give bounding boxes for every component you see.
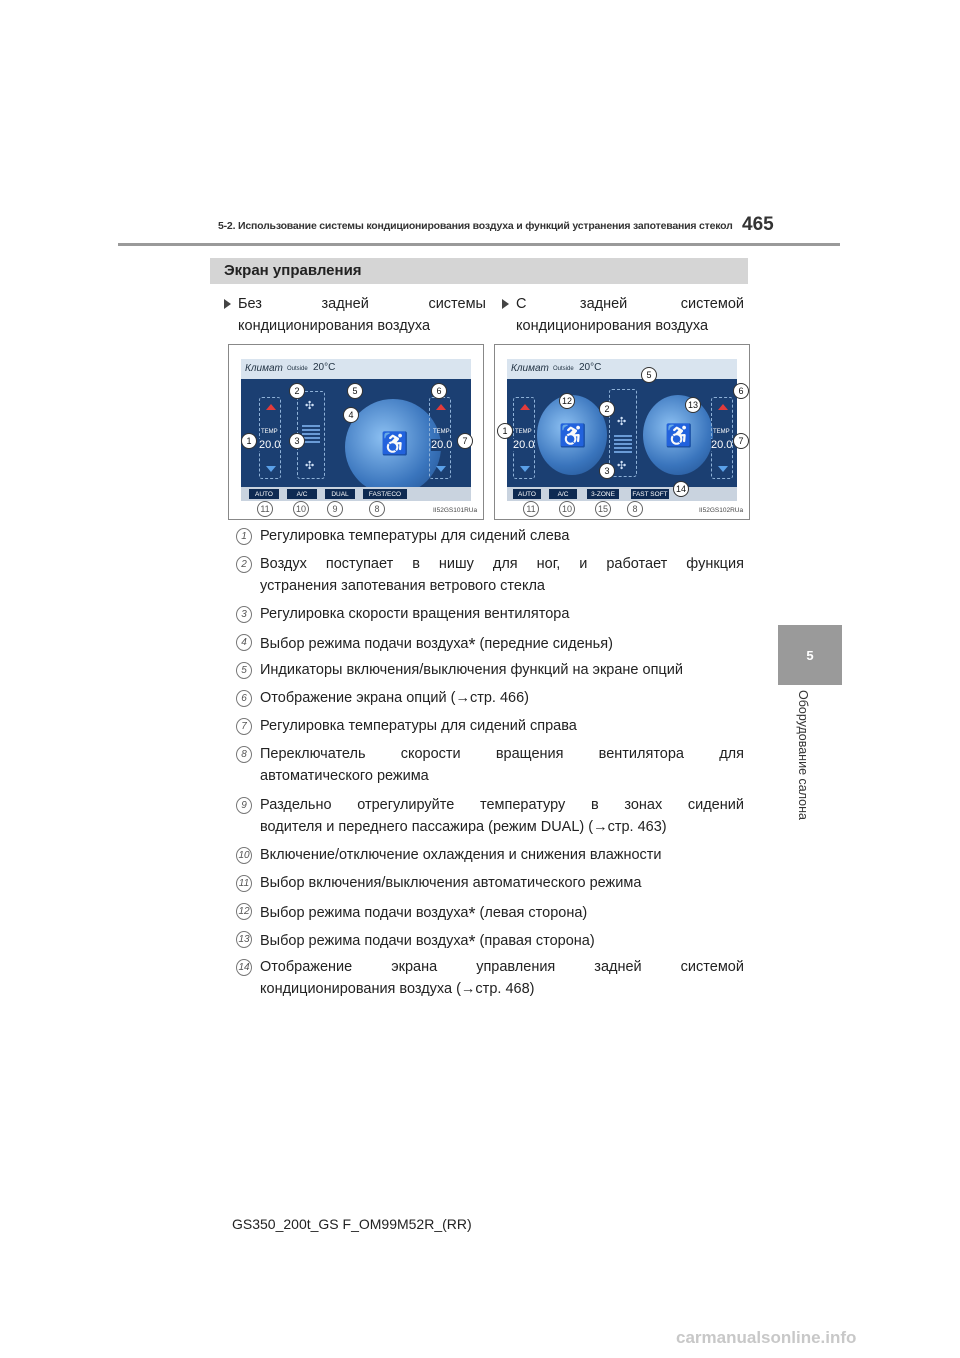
callout-10: 10 bbox=[559, 501, 575, 517]
cond-word: задней bbox=[321, 296, 369, 312]
outside-temp: 20°C bbox=[579, 362, 602, 373]
fan-icon: ✣ bbox=[305, 400, 315, 412]
seat-icon: ♿ bbox=[665, 423, 693, 448]
item-10: Включение/отключение охлаждения и снижения влажности bbox=[260, 847, 662, 863]
word: ног, bbox=[536, 556, 561, 572]
document-code: GS350_200t_GS F_OM99M52R_(RR) bbox=[232, 1216, 472, 1232]
screen-header bbox=[241, 359, 471, 379]
temp-down-icon bbox=[436, 466, 446, 472]
image-code: II52GS102RUa bbox=[699, 507, 744, 514]
asterisk: * bbox=[468, 932, 476, 952]
outside-temp: 20°C bbox=[313, 362, 336, 373]
word: для bbox=[719, 746, 744, 762]
temp-right-value: 20.0 bbox=[711, 439, 733, 451]
word: отрегулируйте bbox=[357, 797, 455, 813]
ac-button: A/C bbox=[287, 489, 317, 499]
word: поступает bbox=[325, 556, 394, 572]
temp-up-icon bbox=[520, 404, 530, 410]
item-number: 12 bbox=[236, 903, 252, 920]
callout-5: 5 bbox=[347, 383, 363, 399]
three-zone-button: 3-ZONE bbox=[587, 489, 619, 499]
item-14 bbox=[260, 956, 744, 1000]
seat-icon: ♿ bbox=[559, 423, 587, 448]
item-number: 1 bbox=[236, 528, 252, 545]
word: зонах bbox=[624, 797, 663, 813]
fan-icon: ✣ bbox=[617, 460, 627, 472]
fan-icon: ✣ bbox=[617, 416, 627, 428]
word: в bbox=[590, 797, 599, 813]
ac-button: A/C bbox=[549, 489, 577, 499]
screen-header bbox=[507, 359, 737, 379]
screen-title: Климат bbox=[245, 363, 283, 374]
line: водителя и переднего пассажира (режим DUAL) (→стр. 463) bbox=[260, 819, 667, 835]
page-number: 465 bbox=[742, 214, 774, 235]
seat-icon: ♿ bbox=[381, 431, 409, 456]
temp-down-icon bbox=[266, 466, 276, 472]
screenshot-left bbox=[228, 344, 484, 520]
word: Воздух bbox=[260, 556, 307, 572]
section-title: Экран управления bbox=[224, 262, 362, 279]
climate-screen bbox=[241, 359, 471, 501]
item-12 bbox=[260, 900, 744, 924]
callout-12: 12 bbox=[559, 393, 575, 409]
fast-soft-button: FAST SOFT bbox=[632, 490, 668, 498]
callout-15: 15 bbox=[595, 501, 611, 517]
cond-line: кондиционирования воздуха bbox=[516, 318, 709, 334]
item-7: Регулировка температуры для сидений справа bbox=[260, 718, 577, 734]
dual-button: DUAL bbox=[325, 489, 355, 499]
cond-line: кондиционирования воздуха bbox=[238, 318, 431, 334]
word: температуру bbox=[480, 797, 566, 813]
text: Выбор режима подачи воздуха bbox=[260, 905, 469, 921]
condition-right bbox=[516, 293, 744, 337]
screen-title: Климат bbox=[511, 363, 549, 374]
item-13 bbox=[260, 928, 744, 952]
climate-screen bbox=[507, 359, 737, 501]
bullet-triangle-icon bbox=[502, 299, 509, 309]
cond-word: системой bbox=[680, 296, 744, 312]
cond-word: системы bbox=[428, 296, 486, 312]
auto-button: AUTO bbox=[249, 489, 279, 499]
callout-3: 3 bbox=[599, 463, 615, 479]
temp-label: TEMP bbox=[515, 429, 532, 435]
line: автоматического режима bbox=[260, 768, 429, 784]
section-header: 5-2. Использование системы кондиционирования воздуха и функций устранения запотевания стекол bbox=[218, 220, 733, 232]
image-code: II52GS101RUa bbox=[433, 507, 478, 514]
word: функция bbox=[686, 556, 744, 572]
item-4 bbox=[260, 631, 744, 655]
cond-word: С bbox=[516, 296, 527, 312]
temp-down-icon bbox=[520, 466, 530, 472]
temp-label: TEMP bbox=[261, 429, 278, 435]
suffix: (левая сторона) bbox=[475, 905, 588, 921]
auto-button: AUTO bbox=[513, 489, 541, 499]
callout-3: 3 bbox=[289, 433, 305, 449]
item-8 bbox=[260, 743, 744, 787]
word: нишу bbox=[438, 556, 474, 572]
word: Переключатель bbox=[260, 746, 366, 762]
callout-5: 5 bbox=[641, 367, 657, 383]
word: Отображение bbox=[260, 959, 353, 975]
temp-right-value: 20.0 bbox=[431, 439, 453, 451]
word: экрана bbox=[391, 959, 438, 975]
line: кондиционирования воздуха (→стр. 468) bbox=[260, 981, 535, 997]
outside-label: Outside bbox=[287, 366, 308, 372]
item-11: Выбор включения/выключения автоматического режима bbox=[260, 875, 642, 891]
callout-2: 2 bbox=[599, 401, 615, 417]
callout-9: 9 bbox=[327, 501, 343, 517]
item-number: 4 bbox=[236, 634, 252, 651]
item-number: 9 bbox=[236, 797, 252, 814]
item-number: 14 bbox=[236, 959, 252, 976]
item-number: 13 bbox=[236, 931, 252, 948]
left-temp-control bbox=[259, 397, 281, 479]
item-number: 6 bbox=[236, 690, 252, 707]
chapter-label: Оборудование салона bbox=[796, 690, 810, 820]
text: Выбор режима подачи воздуха bbox=[260, 933, 469, 949]
asterisk: * bbox=[468, 904, 476, 924]
item-3: Регулировка скорости вращения вентилятора bbox=[260, 606, 570, 622]
screen-footer bbox=[507, 487, 737, 501]
right-temp-control bbox=[429, 397, 451, 479]
chapter-number: 5 bbox=[806, 647, 814, 663]
chapter-tab bbox=[778, 625, 842, 685]
item-number: 2 bbox=[236, 556, 252, 573]
bullet-triangle-icon bbox=[224, 299, 231, 309]
word: и bbox=[579, 556, 588, 572]
condition-left bbox=[238, 293, 486, 337]
fast-eco-button: FAST/ECO bbox=[363, 489, 407, 499]
word: управления bbox=[476, 959, 556, 975]
callout-7: 7 bbox=[733, 433, 749, 449]
item-number: 8 bbox=[236, 746, 252, 763]
callout-13: 13 bbox=[685, 397, 701, 413]
text: Выбор режима подачи воздуха bbox=[260, 636, 469, 652]
screenshot-right bbox=[494, 344, 750, 520]
item-5: Индикаторы включения/выключения функций на экране опций bbox=[260, 662, 683, 678]
item-number: 3 bbox=[236, 606, 252, 623]
callout-6: 6 bbox=[431, 383, 447, 399]
callout-2: 2 bbox=[289, 383, 305, 399]
callout-7: 7 bbox=[457, 433, 473, 449]
item-number: 5 bbox=[236, 662, 252, 679]
word: вентилятора bbox=[598, 746, 684, 762]
callout-11: 11 bbox=[523, 501, 539, 517]
outside-label: Outside bbox=[553, 366, 574, 372]
temp-left-value: 20.0 bbox=[513, 439, 535, 451]
item-6: Отображение экрана опций (→стр. 466) bbox=[260, 690, 530, 706]
word: в bbox=[412, 556, 420, 572]
callout-8: 8 bbox=[627, 501, 643, 517]
temp-up-icon bbox=[266, 404, 276, 410]
screen-footer bbox=[241, 487, 471, 501]
item-number: 11 bbox=[236, 875, 252, 892]
word: работает bbox=[606, 556, 668, 572]
word: задней bbox=[594, 959, 642, 975]
word: для bbox=[492, 556, 518, 572]
callout-1: 1 bbox=[241, 433, 257, 449]
temp-left-value: 20.0 bbox=[259, 439, 281, 451]
item-2 bbox=[260, 553, 744, 597]
item-9 bbox=[260, 794, 744, 838]
word: Раздельно bbox=[260, 797, 332, 813]
word: скорости bbox=[400, 746, 461, 762]
item-number: 10 bbox=[236, 847, 252, 864]
callout-4: 4 bbox=[343, 407, 359, 423]
line: устранения запотевания ветрового стекла bbox=[260, 578, 545, 594]
callout-14: 14 bbox=[673, 481, 689, 497]
callout-10: 10 bbox=[293, 501, 309, 517]
item-number: 7 bbox=[236, 718, 252, 735]
word: вращения bbox=[495, 746, 564, 762]
cond-word: задней bbox=[579, 296, 628, 312]
temp-label: TEMP bbox=[433, 429, 450, 435]
temp-down-icon bbox=[718, 466, 728, 472]
callout-11: 11 bbox=[257, 501, 273, 517]
word: сидений bbox=[687, 797, 744, 813]
suffix: (передние сиденья) bbox=[475, 636, 613, 652]
callout-8: 8 bbox=[369, 501, 385, 517]
right-temp-control bbox=[711, 397, 733, 479]
item-1: Регулировка температуры для сидений слева bbox=[260, 528, 570, 544]
watermark: carmanualsonline.info bbox=[676, 1328, 857, 1347]
temp-up-icon bbox=[436, 404, 446, 410]
temp-up-icon bbox=[718, 404, 728, 410]
left-temp-control bbox=[513, 397, 535, 479]
word: системой bbox=[680, 959, 744, 975]
suffix: (правая сторона) bbox=[475, 933, 595, 949]
callout-6: 6 bbox=[733, 383, 749, 399]
fan-icon: ✣ bbox=[305, 460, 315, 472]
temp-label: TEMP bbox=[713, 429, 730, 435]
header-divider bbox=[118, 243, 840, 246]
asterisk: * bbox=[468, 635, 476, 655]
fan-level-bars bbox=[614, 435, 632, 453]
cond-word: Без bbox=[238, 296, 262, 312]
callout-1: 1 bbox=[497, 423, 513, 439]
